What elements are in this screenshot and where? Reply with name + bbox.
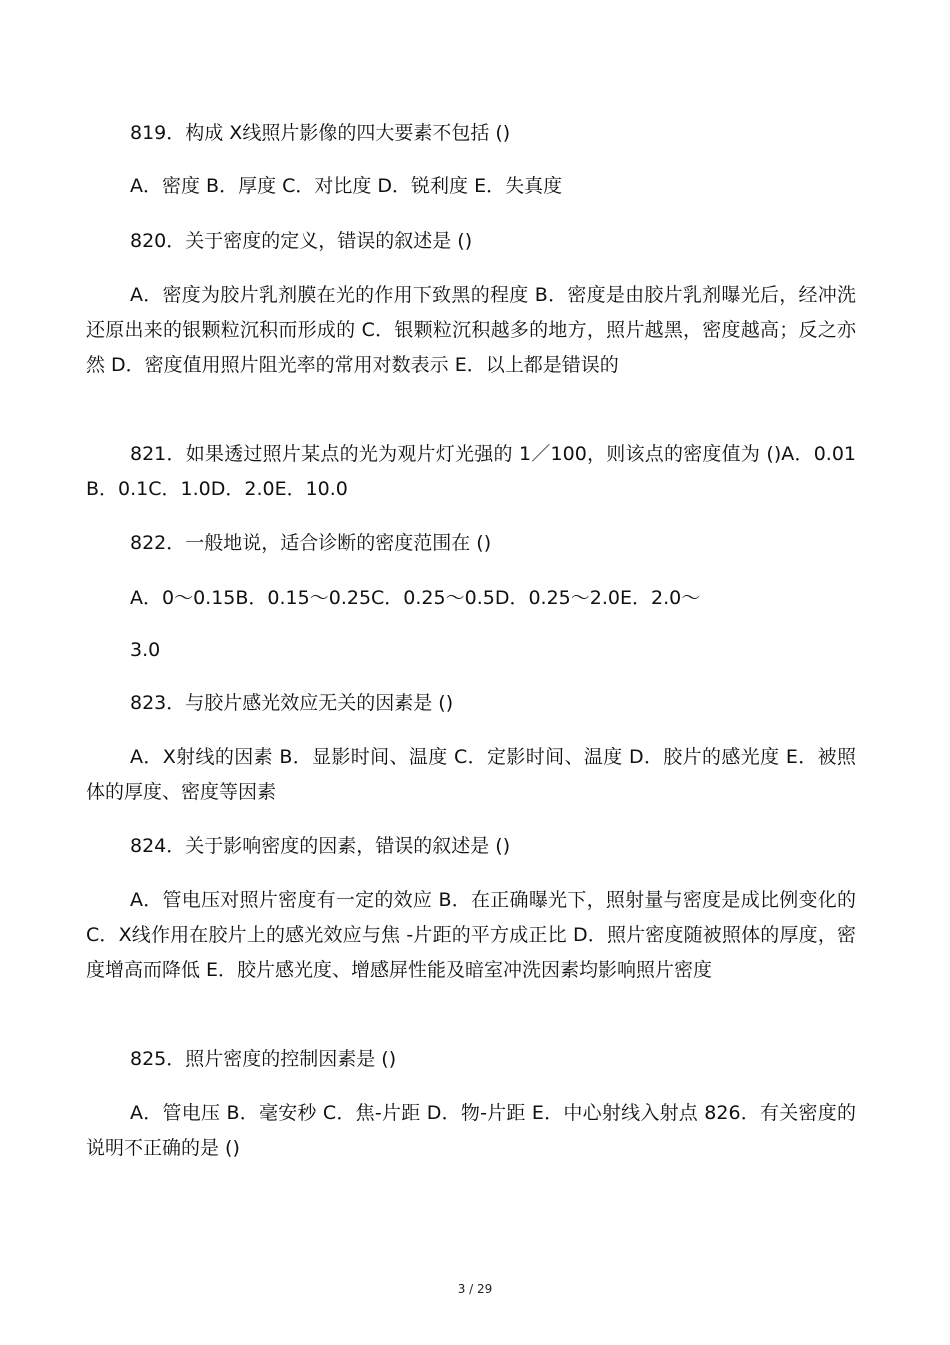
- question-821: 821．如果透过照片某点的光为观片灯光强的 1／100，则该点的密度值为 ()A．0.01B．0.1C．1.0D．2.0E．10.0: [86, 443, 856, 500]
- options-825: A．管电压 B．毫安秒 C．焦-片距 D．物-片距 E．中心射线入射点 826．有关密度的说明不正确的是 (): [86, 1102, 856, 1159]
- question-822: 822．一般地说，适合诊断的密度范围在 (): [130, 532, 492, 554]
- question-820: 820．关于密度的定义，错误的叙述是 (): [130, 230, 473, 252]
- options-820: A．密度为胶片乳剂膜在光的作用下致黑的程度 B．密度是由胶片乳剂曝光后，经冲洗还原出来的银颗粒沉积而形成的 C．银颗粒沉积越多的地方，照片越黑，密度越高；反之亦然 D．密度值用照片阻光率的常用对数表示 E．以上都是错误的: [86, 284, 856, 376]
- question-823: 823．与胶片感光效应无关的因素是 (): [130, 692, 454, 714]
- question-819: 819．构成 X线照片影像的四大要素不包括 (): [130, 122, 511, 144]
- question-825: 825．照片密度的控制因素是 (): [130, 1048, 397, 1070]
- options-823: A．X射线的因素 B．显影时间、温度 C．定影时间、温度 D．胶片的感光度 E．被照体的厚度、密度等因素: [86, 746, 856, 803]
- options-819: A．密度 B．厚度 C．对比度 D．锐利度 E．失真度: [130, 175, 563, 197]
- options-824: A．管电压对照片密度有一定的效应 B．在正确曝光下，照射量与密度是成比例变化的 C．X线作用在胶片上的感光效应与焦 -片距的平方成正比 D．照片密度随被照体的厚度，密度增高而降低 E．胶片感光度、增感屏性能及暗室冲洗因素均影响照片密度: [86, 889, 856, 981]
- options-822: A．0～0.15B．0.15～0.25C．0.25～0.5D．0.25～2.0E．2.0～: [130, 587, 701, 609]
- question-824: 824．关于影响密度的因素，错误的叙述是 (): [130, 835, 511, 857]
- options-822-cont: 3.0: [130, 639, 161, 661]
- page-number: 3 / 29: [457, 1282, 493, 1296]
